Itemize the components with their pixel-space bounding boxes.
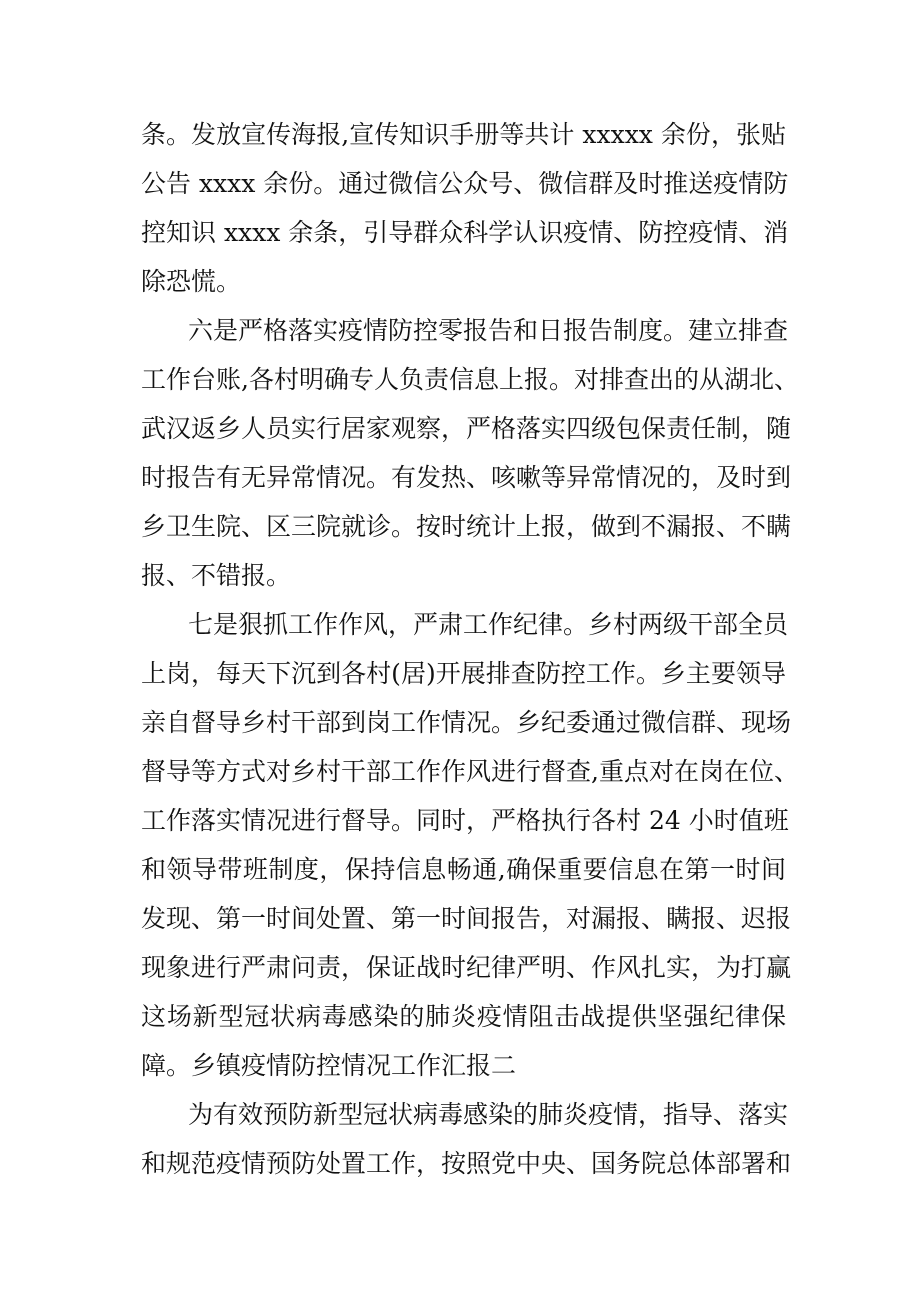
text-line-12: 上岗，每天下沉到各村(居)开展排查防控工作。乡主要领导: [141, 659, 786, 688]
text-line-11: 七是狠抓工作作风，严肃工作纪律。乡村两级干部全员: [188, 610, 789, 639]
text-line-4: 除恐慌。: [141, 267, 242, 296]
text-line-16: 和领导带班制度，保持信息畅通,确保重要信息在第一时间: [141, 855, 786, 884]
text-line-14: 督导等方式对乡村干部工作作风进行督查,重点对在岗在位、: [141, 757, 799, 786]
text-line-7: 武汉返乡人员实行居家观察，严格落实四级包保责任制，随: [141, 414, 792, 443]
text-line-2: 公告 xxxx 余份。通过微信公众号、微信群及时推送疫情防: [141, 169, 789, 198]
text-line-17: 发现、第一时间处置、第一时间报告，对漏报、瞒报、迟报: [141, 904, 792, 933]
text-line-20: 障。乡镇疫情防控情况工作汇报二: [141, 1051, 517, 1080]
text-line-19: 这场新型冠状病毒感染的肺炎疫情阻击战提供坚强纪律保: [141, 1002, 786, 1031]
text-line-3: 控知识 xxxx 余条，引导群众科学认识疫情、防控疫情、消: [141, 218, 789, 247]
text-line-15: 工作落实情况进行督导。同时，严格执行各村 24 小时值班: [141, 806, 789, 835]
text-line-8: 时报告有无异常情况。有发热、咳嗽等异常情况的，及时到: [141, 463, 792, 492]
text-line-22: 和规范疫情预防处置工作，按照党中央、国务院总体部署和: [141, 1149, 792, 1178]
text-line-1: 条。发放宣传海报,宣传知识手册等共计 xxxxx 余份，张贴: [141, 120, 786, 149]
text-line-21: 为有效预防新型冠状病毒感染的肺炎疫情，指导、落实: [188, 1100, 789, 1129]
text-line-18: 现象进行严肃问责，保证战时纪律严明、作风扎实，为打赢: [141, 953, 792, 982]
text-line-13: 亲自督导乡村干部到岗工作情况。乡纪委通过微信群、现场: [141, 708, 792, 737]
text-line-6: 工作台账,各村明确专人负责信息上报。对排查出的从湖北、: [141, 365, 799, 394]
text-line-5: 六是严格落实疫情防控零报告和日报告制度。建立排查: [188, 316, 789, 345]
text-line-10: 报、不错报。: [141, 561, 292, 590]
text-line-9: 乡卫生院、区三院就诊。按时统计上报，做到不漏报、不瞒: [141, 512, 792, 541]
